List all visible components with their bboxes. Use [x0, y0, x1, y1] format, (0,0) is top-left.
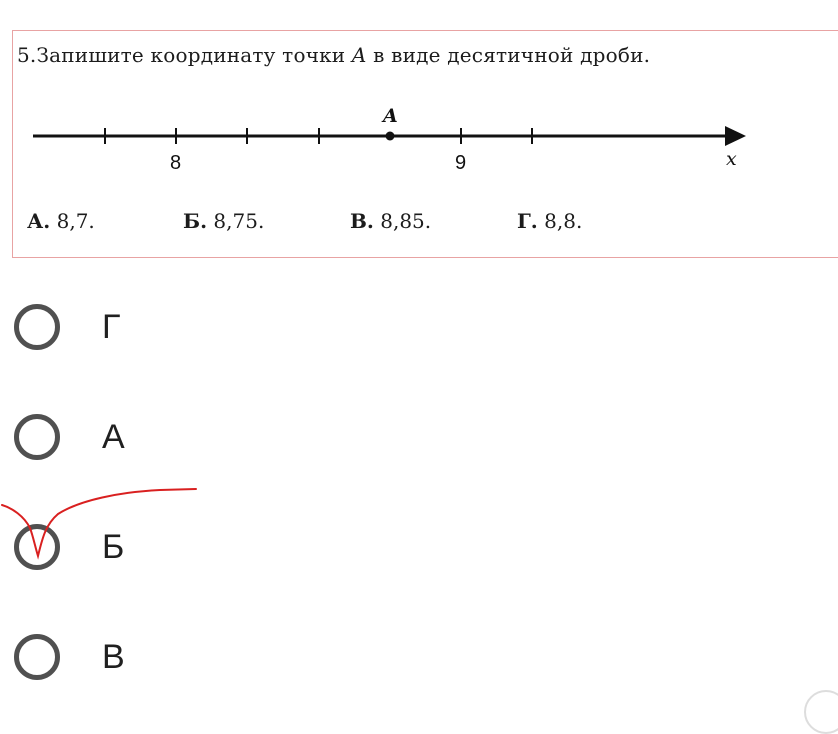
tick-label-8: 8: [170, 152, 182, 174]
radio-icon[interactable]: [14, 304, 60, 350]
radio-icon[interactable]: [14, 414, 60, 460]
option-label: А: [102, 417, 125, 456]
point-a-label: A: [383, 105, 398, 127]
radio-icon[interactable]: [14, 634, 60, 680]
question-point-var: A: [351, 43, 367, 67]
answer-a: А. 8,7.: [27, 209, 95, 233]
axis-label-x: x: [726, 148, 737, 170]
answer-b: Б. 8,75.: [183, 209, 265, 233]
radio-icon[interactable]: [14, 524, 60, 570]
option-label: Г: [102, 307, 121, 346]
option-a[interactable]: [14, 409, 614, 465]
question-text-before: Запишите координату точки: [36, 43, 346, 67]
option-v[interactable]: [14, 629, 614, 685]
answer-g: Г. 8,8.: [517, 209, 583, 233]
question-number: 5.: [17, 43, 37, 67]
answer-v: В. 8,85.: [350, 209, 432, 233]
question-card: [12, 30, 838, 258]
axis-arrow-icon: [725, 126, 746, 146]
option-label: Б: [102, 527, 125, 566]
tick-label-9: 9: [455, 152, 467, 174]
question-text-after: в виде десятичной дроби.: [373, 43, 651, 67]
option-g[interactable]: [14, 299, 614, 355]
option-label: В: [102, 637, 125, 676]
point-a-dot: [386, 132, 395, 141]
corner-decoration: [804, 690, 838, 734]
option-b[interactable]: [14, 519, 614, 575]
